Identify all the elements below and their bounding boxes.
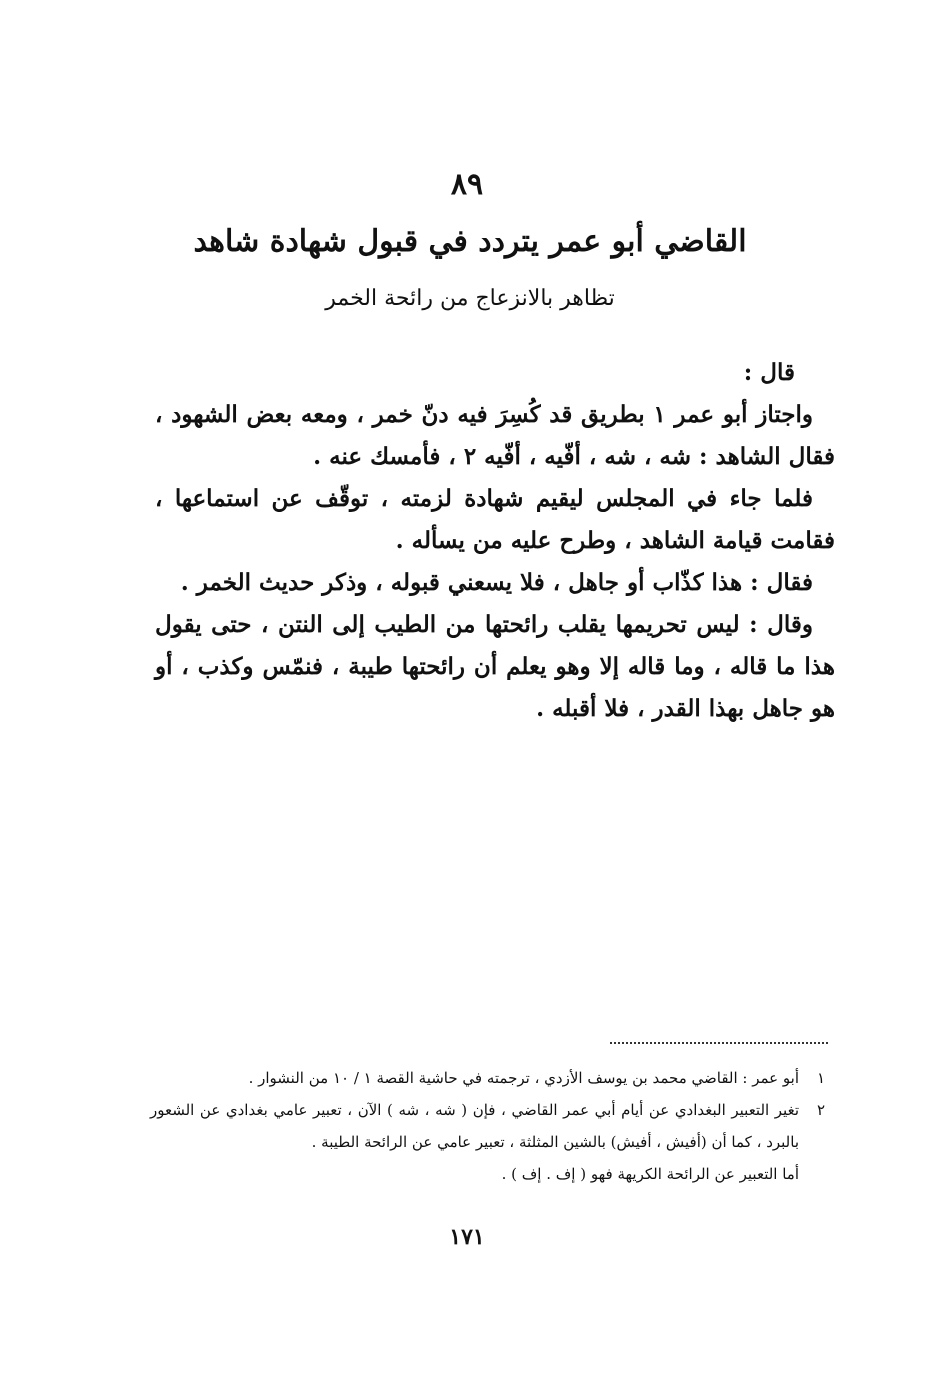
footnote-continuation: أما التعبير عن الرائحة الكريهة فهو ( إف . إف ) . — [501, 1165, 799, 1183]
footnote-item — [150, 1094, 825, 1158]
footnote-text: تغير التعبير البغدادي عن أيام أبي عمر القاضي ، فإن ( شه ، شه ) الآن ، تعبير عامي بغدادي عن الشعور بالبرد ، كما أن (أفيش ، أفيش) بالشين المثلثة ، تعبير عامي عن الرائحة الطيبة . — [150, 1101, 799, 1151]
footnote-number: ١ — [816, 1069, 825, 1087]
body-paragraph: فقال : هذا كذّاب أو جاهل ، فلا يسعني قبوله ، وذكر حديث الخمر . — [180, 569, 813, 596]
footnote-text: أبو عمر : القاضي محمد بن يوسف الأزدي ، ترجمته في حاشية القصة ١ / ١٠ من النشوار . — [248, 1069, 799, 1087]
footnote-separator — [610, 1042, 828, 1044]
story-number: ٨٩ — [450, 167, 484, 202]
body-paragraph: واجتاز أبو عمر ١ بطريق قد كُسِرَ فيه دنّ خمر ، ومعه بعض الشهود ، فقال الشاهد : شه ، شه ، أفّيه ، أفّيه ٢ ، فأمسك عنه . — [155, 401, 835, 470]
intro-line: قال : — [743, 359, 795, 386]
story-subtitle: تظاهر بالانزعاج من رائحة الخمر — [325, 286, 615, 311]
body-paragraph: وقال : ليس تحريمها يقلب رائحتها من الطيب إلى النتن ، حتى يقول هذا ما قاله ، وما قاله إلا وهو يعلم أن رائحتها طيبة ، فنمّس وكذب ، أو هو جاهل بهذا القدر ، فلا أقبله . — [155, 611, 835, 722]
footnote-number: ٢ — [816, 1101, 825, 1119]
story-title: القاضي أبو عمر يتردد في قبول شهادة شاهد — [193, 224, 747, 259]
story-body — [155, 352, 835, 730]
page-number: ١٧١ — [449, 1224, 485, 1250]
footnotes — [150, 1062, 825, 1190]
footnote-item — [150, 1062, 825, 1094]
body-paragraph: فلما جاء في المجلس ليقيم شهادة لزمته ، توقّف عن استماعها ، فقامت قيامة الشاهد ، وطرح عليه من يسأله . — [155, 485, 835, 554]
